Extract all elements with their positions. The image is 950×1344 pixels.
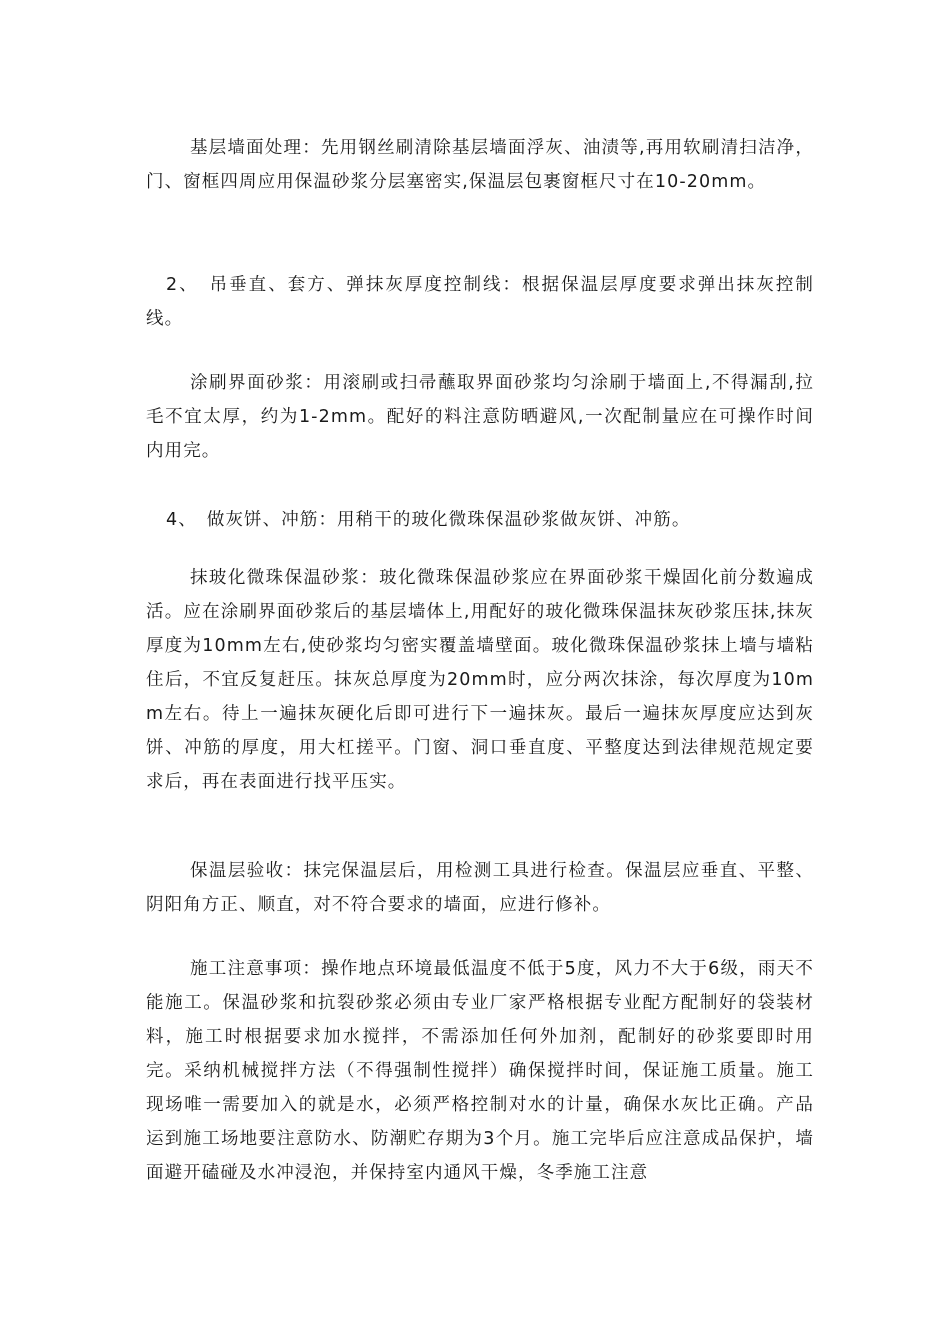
paragraph-text: 做灰饼、冲筋：用稍干的玻化微珠保温砂浆做灰饼、冲筋。 [206,510,691,530]
paragraph-base-wall-treatment: 基层墙面处理：先用钢丝刷清除基层墙面浮灰、油渍等,再用软刷清扫洁净，门、窗框四周应用保温砂浆分层塞密实,保温层包裹窗框尺寸在10-20mm。 [146,138,814,192]
paragraph-insulation-acceptance: 保温层验收：抹完保温层后，用检测工具进行检查。保温层应垂直、平整、阴阳角方正、顺直，对不符合要求的墙面，应进行修补。 [146,861,814,915]
paragraph-construction-notes: 施工注意事项：操作地点环境最低温度不低于5度，风力不大于6级，雨天不能施工。保温砂浆和抗裂砂浆必须由专业厂家严格根据专业配方配制好的袋装材料，施工时根据要求加水搅拌，不需添加任何外加剂，配制好的砂浆要即时用完。采纳机械搅拌方法（不得强制性搅拌）确保搅拌时间，保证施工质量。施工现场唯一需要加入的就是水，必须严格控制对水的计量，确保水灰比正确。产品运到施工场地要注意防水、防潮贮存期为3个月。施工完毕后应注意成品保护，墙面避开磕碰及水冲浸泡，并保持室内通风干燥，冬季施工注意 [146,959,814,1183]
paragraph-text: 吊垂直、套方、弹抹灰厚度控制线：根据保温层厚度要求弹出抹灰控制线。 [146,275,814,329]
paragraph-plaster-pads [146,503,814,537]
paragraph-plumb-line-control [146,268,814,336]
paragraph-number: 2、 [166,275,199,295]
paragraph-number: 4、 [166,510,197,530]
paragraph-vitrified-bead-mortar: 抹玻化微珠保温砂浆：玻化微珠保温砂浆应在界面砂浆干燥固化前分数遍成活。应在涂刷界面砂浆后的基层墙体上,用配好的玻化微珠保温抹灰砂浆压抹,抹灰厚度为10mm左右,使砂浆均匀密实覆盖墙壁面。玻化微珠保温砂浆抹上墙与墙粘住后，不宜反复赶压。抹灰总厚度为20mm时，应分两次抹涂，每次厚度为10mm左右。待上一遍抹灰硬化后即可进行下一遍抹灰。最后一遍抹灰厚度应达到灰饼、冲筋的厚度，用大杠搓平。门窗、洞口垂直度、平整度达到法律规范规定要求后，再在表面进行找平压实。 [146,568,814,792]
paragraph-interface-mortar: 涂刷界面砂浆：用滚刷或扫帚蘸取界面砂浆均匀涂刷于墙面上,不得漏刮,拉毛不宜太厚，约为1-2mm。配好的料注意防晒避风,一次配制量应在可操作时间内用完。 [146,373,814,461]
